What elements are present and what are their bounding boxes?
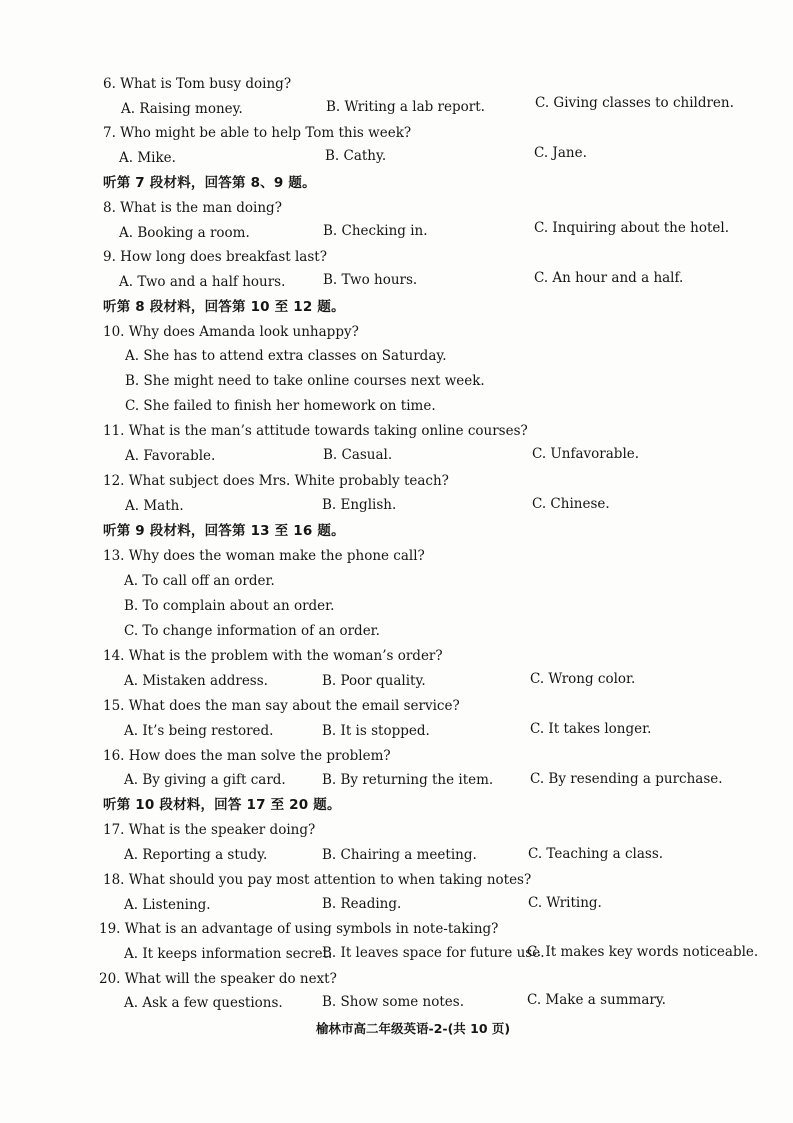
option-14b: B. Poor quality. [322,673,426,689]
section-heading-9: 听第 9 段材料，回答第 13 至 16 题。 [103,523,345,539]
question-16: 16. How does the man solve the problem? [103,748,391,764]
option-19b: B. It leaves space for future use. [322,945,545,961]
question-7: 7. Who might be able to help Tom this week? [103,125,412,141]
question-12: 12. What subject does Mrs. White probably teach? [103,473,449,489]
option-6c: C. Giving classes to children. [535,95,734,111]
option-18b: B. Reading. [322,896,402,912]
option-13a: A. To call off an order. [124,573,275,589]
page-footer: 榆林市高二年级英语-2-(共 10 页) [316,1021,511,1036]
option-15c: C. It takes longer. [530,721,652,737]
option-12b: B. English. [322,497,397,513]
question-8: 8. What is the man doing? [103,200,282,216]
question-11: 11. What is the man’s attitude towards taking online courses? [103,423,528,439]
option-8a: A. Booking a room. [119,225,250,241]
option-8c: C. Inquiring about the hotel. [534,220,729,236]
question-20: 20. What will the speaker do next? [99,971,337,987]
question-19: 19. What is an advantage of using symbols in note-taking? [99,921,499,937]
option-13c: C. To change information of an order. [124,623,380,639]
option-16a: A. By giving a gift card. [124,772,286,788]
option-17a: A. Reporting a study. [124,847,268,863]
option-9b: B. Two hours. [323,272,418,288]
option-11b: B. Casual. [323,447,393,463]
option-14c: C. Wrong color. [530,671,636,687]
option-12a: A. Math. [125,498,184,514]
option-20c: C. Make a summary. [527,992,666,1008]
question-9: 9. How long does breakfast last? [103,249,327,265]
option-17b: B. Chairing a meeting. [322,847,477,863]
option-19c: C. It makes key words noticeable. [527,944,759,960]
option-9c: C. An hour and a half. [534,270,684,286]
option-7a: A. Mike. [119,150,176,166]
option-6a: A. Raising money. [121,101,243,117]
option-16b: B. By returning the item. [322,772,494,788]
option-15a: A. It’s being restored. [124,723,274,739]
section-heading-10: 听第 10 段材料，回答 17 至 20 题。 [103,797,341,813]
option-10a: A. She has to attend extra classes on Saturday. [125,348,447,364]
option-9a: A. Two and a half hours. [119,274,286,290]
option-10b: B. She might need to take online courses next week. [125,373,485,389]
option-18a: A. Listening. [124,897,211,913]
question-6: 6. What is Tom busy doing? [103,76,292,92]
question-15: 15. What does the man say about the email service? [103,698,460,714]
option-18c: C. Writing. [528,895,602,911]
option-12c: C. Chinese. [532,496,610,512]
option-8b: B. Checking in. [323,223,428,239]
section-heading-8: 听第 8 段材料，回答第 10 至 12 题。 [103,299,345,315]
option-14a: A. Mistaken address. [124,673,268,689]
question-18: 18. What should you pay most attention to when taking notes? [103,872,532,888]
question-14: 14. What is the problem with the woman’s order? [103,648,443,664]
option-17c: C. Teaching a class. [528,846,664,862]
option-13b: B. To complain about an order. [124,598,335,614]
option-19a: A. It keeps information secret. [124,946,333,962]
option-11a: A. Favorable. [125,448,216,464]
question-17: 17. What is the speaker doing? [103,822,316,838]
option-10c: C. She failed to finish her homework on time. [125,398,436,414]
option-15b: B. It is stopped. [322,723,430,739]
option-11c: C. Unfavorable. [532,446,640,462]
option-20b: B. Show some notes. [322,994,465,1010]
option-7c: C. Jane. [534,145,587,161]
option-6b: B. Writing a lab report. [326,99,485,115]
question-10: 10. Why does Amanda look unhappy? [103,324,359,340]
option-7b: B. Cathy. [325,148,387,164]
option-20a: A. Ask a few questions. [124,995,283,1011]
question-13: 13. Why does the woman make the phone call? [103,548,425,564]
section-heading-7: 听第 7 段材料，回答第 8、9 题。 [103,175,316,191]
option-16c: C. By resending a purchase. [530,771,723,787]
